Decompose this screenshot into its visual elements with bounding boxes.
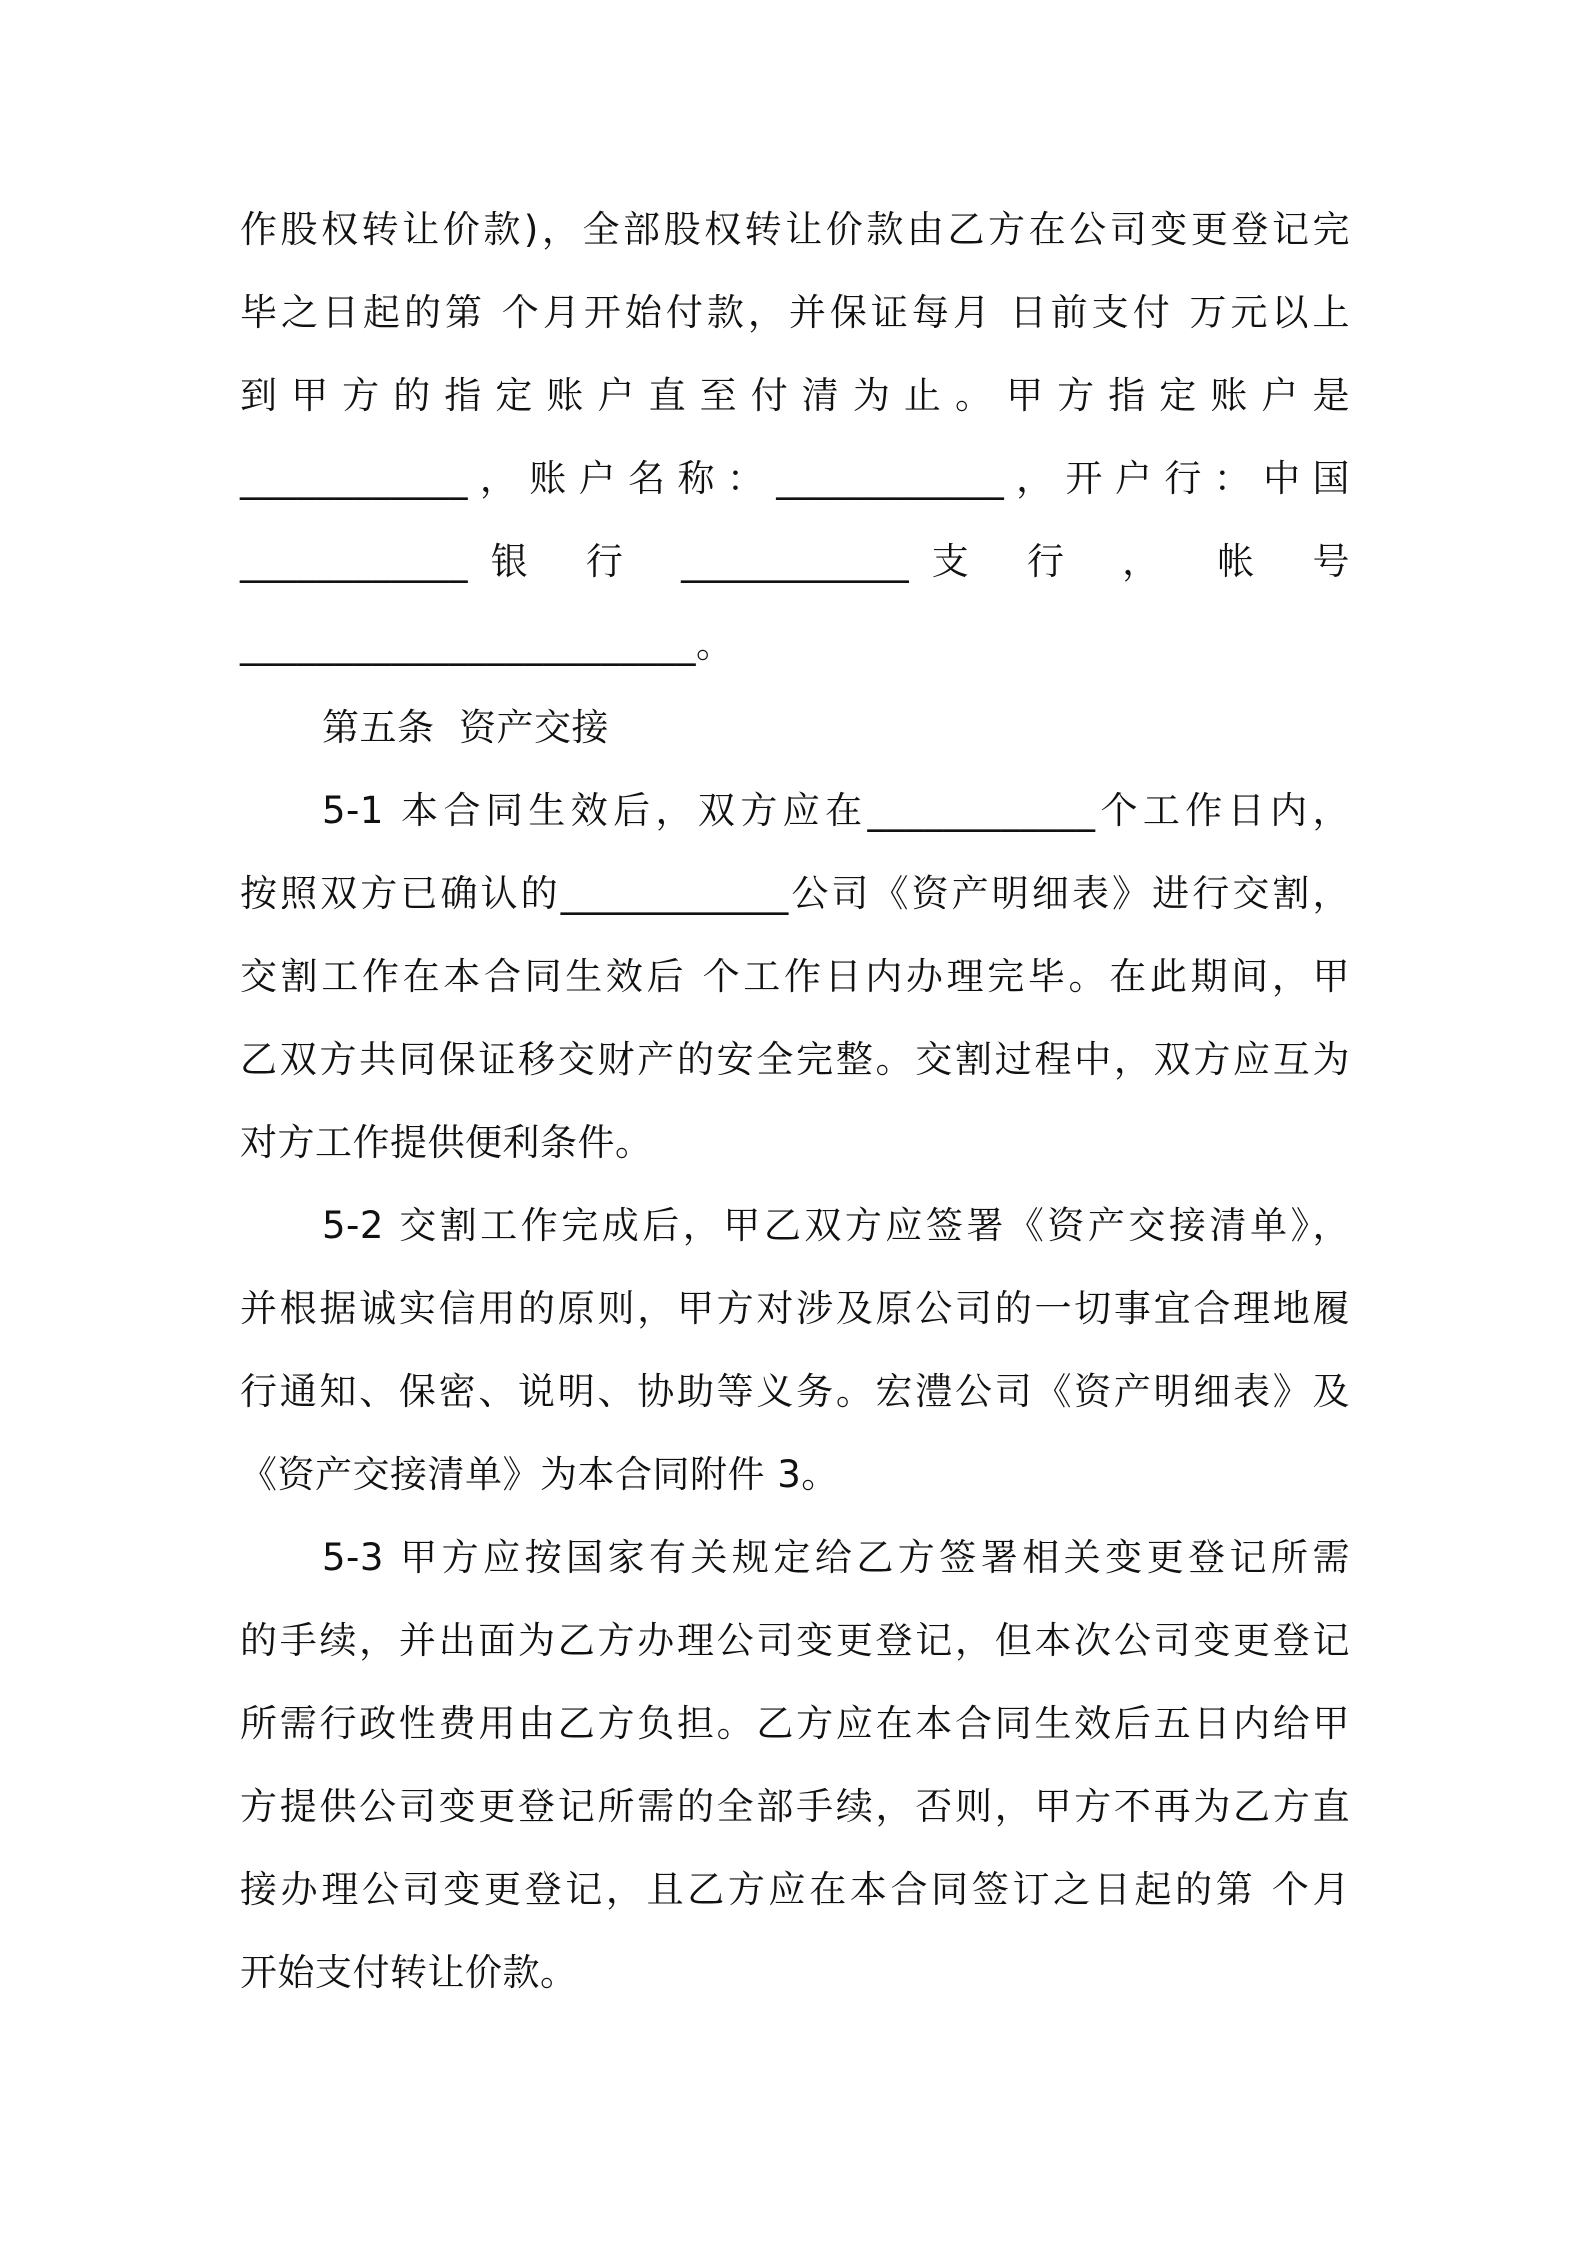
clause-line: 5-2 交割工作完成后，甲乙双方应签署《资产交接清单》，	[322, 1204, 1350, 1247]
clause-line: 《资产交接清单》为本合同附件 3。	[240, 1453, 839, 1496]
clause-line: 所需行政性费用由乙方负担。乙方应在本合同生效后五日内给甲	[240, 1702, 1350, 1745]
paragraph-line: ____________，账户名称：____________，开户行：中国	[240, 457, 1350, 500]
clause-line: 5-1 本合同生效后，双方应在____________个工作日内，	[322, 789, 1350, 832]
paragraph-line: 作股权转让价款)，全部股权转让价款由乙方在公司变更登记完	[240, 208, 1350, 251]
clause-line: 的手续，并出面为乙方办理公司变更登记，但本次公司变更登记	[240, 1619, 1350, 1662]
clause-line: 开始支付转让价款。	[240, 1951, 578, 1994]
paragraph-line: 毕之日起的第 个月开始付款，并保证每月 日前支付 万元以上	[240, 291, 1350, 334]
clause-line: 行通知、保密、说明、协助等义务。宏澧公司《资产明细表》及	[240, 1370, 1350, 1413]
clause-line: 方提供公司变更登记所需的全部手续，否则，甲方不再为乙方直	[240, 1785, 1350, 1828]
clause-line: 乙双方共同保证移交财产的安全完整。交割过程中，双方应互为	[240, 1038, 1350, 1081]
clause-line: 对方工作提供便利条件。	[240, 1121, 653, 1164]
clause-line: 接办理公司变更登记，且乙方应在本合同签订之日起的第 个月	[240, 1868, 1350, 1911]
clause-line: 5-3 甲方应按国家有关规定给乙方签署相关变更登记所需	[322, 1536, 1350, 1579]
article-heading: 第五条 资产交接	[322, 706, 610, 749]
paragraph-line: ____________银 行 ____________支 行 ， 帐 号	[240, 540, 1350, 583]
clause-line: 并根据诚实信用的原则，甲方对涉及原公司的一切事宜合理地履	[240, 1287, 1350, 1330]
clause-line: 交割工作在本合同生效后 个工作日内办理完毕。在此期间，甲	[240, 955, 1350, 998]
clause-line: 按照双方已确认的____________公司《资产明细表》进行交割，	[240, 872, 1350, 915]
paragraph-line: ________________________。	[240, 623, 734, 666]
paragraph-line: 到甲方的指定账户直至付清为止。甲方指定账户是	[240, 374, 1350, 417]
